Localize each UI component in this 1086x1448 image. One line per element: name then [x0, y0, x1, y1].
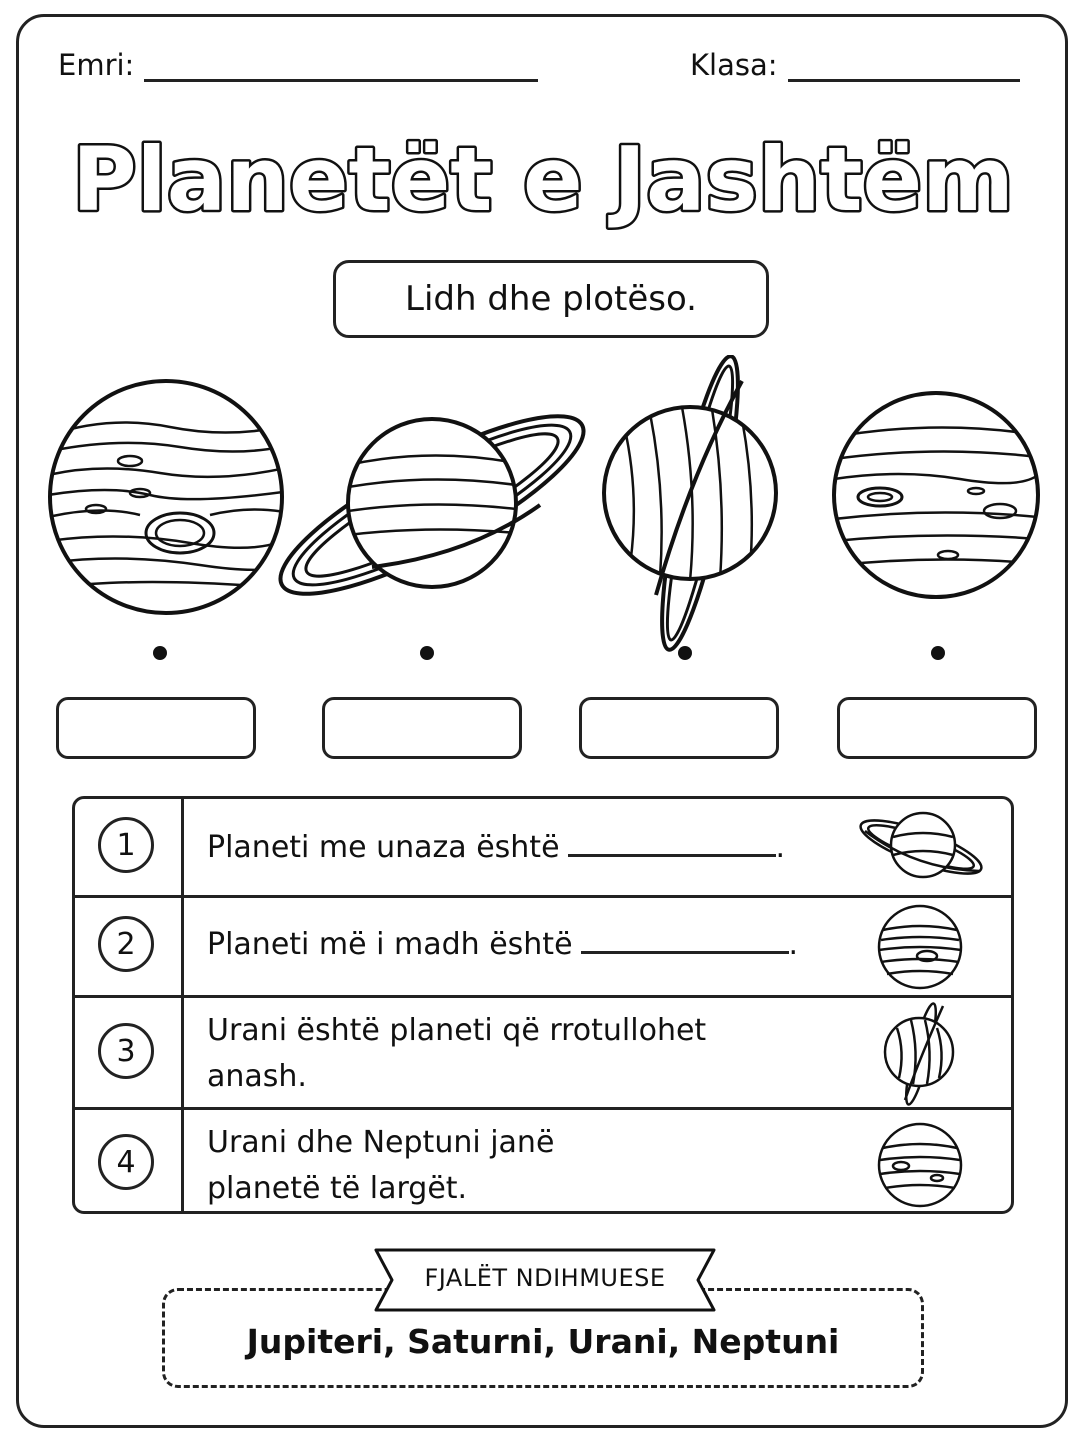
saturn-icon [855, 809, 987, 885]
page-title [0, 118, 1086, 238]
table-row [75, 995, 1011, 1107]
title-text: Planetët e Jashtëm [72, 128, 1014, 231]
match-dot-4[interactable] [931, 646, 945, 660]
uranus-icon [875, 1000, 965, 1108]
saturn-icon[interactable] [261, 386, 603, 623]
statement-1-text: Planeti me unaza është [207, 830, 560, 865]
uranus-icon[interactable] [604, 355, 776, 654]
class-line[interactable] [788, 51, 1020, 82]
match-dot-3[interactable] [678, 646, 692, 660]
number-cell [75, 998, 184, 1107]
number-badge: 3 [98, 1023, 154, 1079]
statement-3-line-2: anash. [207, 1059, 307, 1094]
statement-text [207, 1008, 706, 1100]
statement-2-period: . [788, 927, 799, 962]
table-row [75, 1107, 1011, 1214]
table-row [75, 799, 1011, 895]
fill-in-blank-1[interactable] [568, 830, 776, 857]
statement-1-period: . [775, 830, 786, 865]
statements-table [72, 796, 1014, 1214]
planets-row [0, 355, 1086, 655]
jupiter-icon[interactable] [48, 381, 290, 613]
name-label: Emri: [58, 48, 135, 82]
statement-2-text: Planeti më i madh është [207, 927, 573, 962]
number-cell [75, 799, 184, 895]
neptune-icon [875, 1120, 965, 1210]
neptune-icon[interactable] [834, 393, 1038, 597]
name-line[interactable] [144, 51, 538, 82]
statement-text [207, 1120, 554, 1212]
table-row [75, 895, 1011, 995]
statement-text [207, 922, 798, 968]
word-bank-words: Jupiteri, Saturni, Urani, Neptuni [246, 1322, 840, 1361]
statement-4-line-2: planetë të largët. [207, 1171, 468, 1206]
number-badge: 1 [98, 817, 154, 873]
word-bank-label: FJALËT NDIHMUESE [424, 1264, 666, 1292]
instruction-box [333, 260, 769, 338]
statement-text [207, 825, 785, 871]
jupiter-icon [875, 904, 965, 990]
instruction-text: Lidh dhe plotëso. [405, 279, 697, 319]
class-label: Klasa: [690, 48, 778, 82]
name-field[interactable] [58, 48, 538, 82]
match-dot-1[interactable] [153, 646, 167, 660]
answer-box-2[interactable] [322, 697, 522, 759]
number-badge: 2 [98, 916, 154, 972]
answer-box-1[interactable] [56, 697, 256, 759]
number-badge: 4 [98, 1134, 154, 1190]
fill-in-blank-2[interactable] [581, 927, 789, 954]
match-dot-2[interactable] [420, 646, 434, 660]
statement-3-line-1: Urani është planeti që rrotullohet [207, 1013, 707, 1048]
answer-box-3[interactable] [579, 697, 779, 759]
number-cell [75, 898, 184, 995]
class-field[interactable] [690, 48, 1020, 82]
answer-box-4[interactable] [837, 697, 1037, 759]
number-cell [75, 1110, 184, 1214]
statement-4-line-1: Urani dhe Neptuni janë [207, 1125, 555, 1160]
